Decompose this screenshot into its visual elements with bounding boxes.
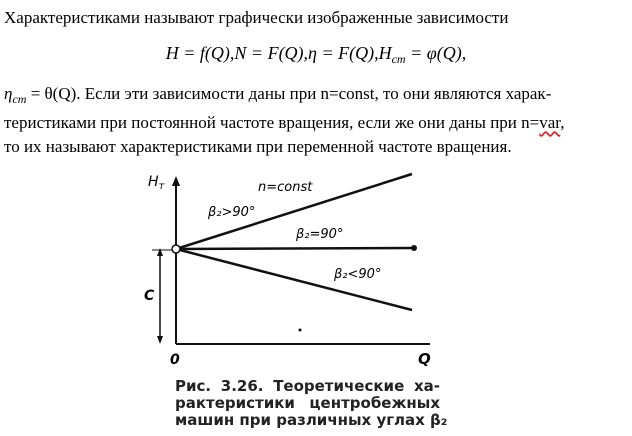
caption-word-3: Теоретические: [273, 377, 405, 395]
y-axis-arrow: [172, 176, 180, 186]
paragraph-line-3-text: теристиками при постоянной частоте вращения, если же они даны при n=: [4, 113, 540, 132]
caption-word-2: 3.26.: [220, 377, 264, 395]
formula-main: H = f(Q),N = F(Q),η = F(Q),H: [165, 43, 392, 63]
paragraph-line-2-text: = θ(Q). Если эти зависимости даны при n=const, то они являются харак-: [26, 84, 552, 103]
caption-line-1: [175, 378, 440, 395]
eta-symbol: η: [4, 84, 13, 103]
formula-subscript: ст: [391, 52, 406, 66]
end-dot: [411, 245, 417, 251]
origin-point: [172, 245, 180, 253]
caption-word-1: Рис.: [175, 377, 212, 395]
paragraph-line-1: Характеристиками называют графически изображенные зависимости: [4, 8, 509, 27]
figure-diagram: [130, 172, 440, 372]
paragraph: [4, 82, 628, 159]
caption-word-5: рактеристики: [175, 394, 295, 412]
origin-label: 0: [170, 352, 180, 368]
c-arrow-bottom: [157, 336, 163, 344]
caption-line-3: машин при различных углах β₂: [175, 411, 448, 429]
x-axis-label: Q: [418, 350, 431, 368]
line-beta-eq-90: [176, 248, 412, 249]
n-const-label: n=const: [258, 180, 313, 195]
paragraph-line-2: [4, 82, 628, 111]
paragraph-line-4: то их называют характеристиками при переменной частоте вращения.: [4, 137, 512, 156]
caption-word-4: ха-: [413, 377, 440, 395]
c-label: C: [144, 288, 155, 304]
eta-subscript: ст: [12, 92, 27, 106]
paragraph-line-3-end: ,: [560, 113, 565, 132]
formula-tail: = φ(Q),: [405, 43, 467, 63]
stray-dot: [299, 329, 302, 332]
beta-lt-label: β₂<90°: [334, 267, 382, 282]
var-word: var: [539, 113, 561, 132]
y-axis-label-sub: т: [158, 181, 165, 192]
paragraph-line-3: [4, 111, 628, 135]
y-axis-label: [148, 174, 166, 192]
formula: [0, 43, 632, 67]
c-arrow-top: [157, 248, 163, 256]
caption-line-2: [175, 395, 440, 412]
caption-word-6: центробежных: [309, 394, 440, 412]
figure-caption: [175, 377, 448, 429]
beta-eq-label: β₂=90°: [296, 227, 344, 242]
beta-gt-label: β₂>90°: [208, 205, 256, 220]
y-axis-label-main: H: [148, 174, 159, 190]
